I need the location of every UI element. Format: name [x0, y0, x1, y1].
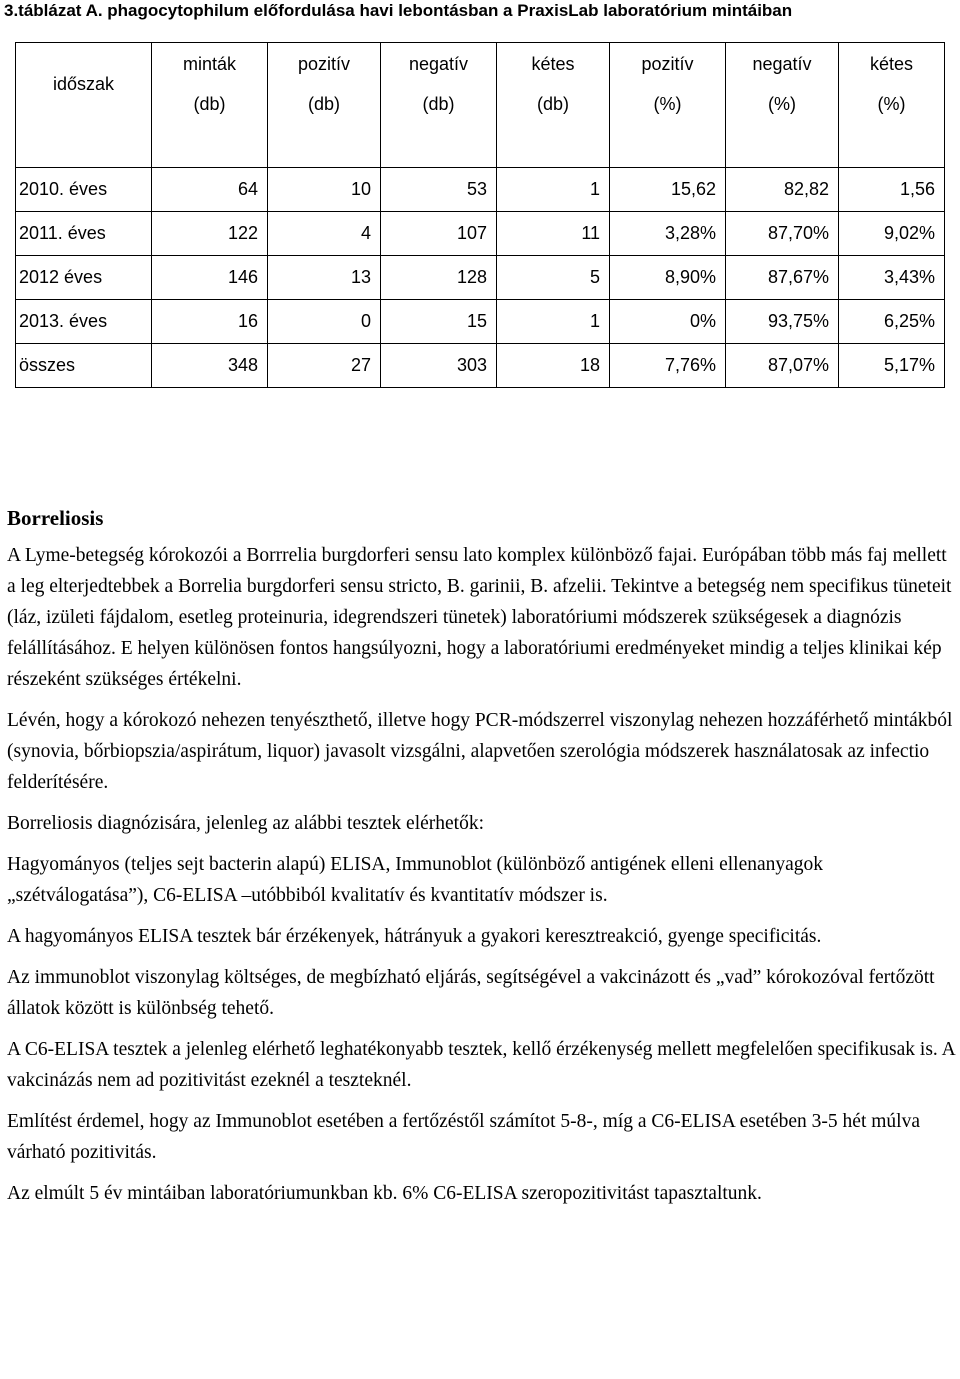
- table-cell: 87,67%: [726, 256, 839, 300]
- header-cell: pozitív (%): [610, 43, 726, 168]
- table-cell: 3,43%: [839, 256, 945, 300]
- table-cell: 348: [152, 344, 268, 388]
- table-cell: 4: [268, 212, 381, 256]
- table-cell: 9,02%: [839, 212, 945, 256]
- table-cell: 1: [497, 168, 610, 212]
- table-cell: 15: [381, 300, 497, 344]
- table-cell: 8,90%: [610, 256, 726, 300]
- table-cell: 64: [152, 168, 268, 212]
- paragraph: Hagyományos (teljes sejt bacterin alapú) ELISA, Immunoblot (különböző antigének elleni ellenanyagok „szétválogatása”), C6-ELISA –utóbbiból kvalitatív és kvantitatív módszer is.: [7, 854, 824, 906]
- row-label: 2012 éves: [16, 256, 152, 300]
- table-cell: 7,76%: [610, 344, 726, 388]
- table-row: [16, 212, 945, 256]
- paragraph: Az immunoblot viszonylag költséges, de megbízható eljárás, segítségével a vakcinázott és „vad” kórokozóval fertőzött állatok között is különbség tehető.: [7, 967, 935, 1019]
- table-cell: 82,82: [726, 168, 839, 212]
- table-cell: 53: [381, 168, 497, 212]
- row-label: 2010. éves: [16, 168, 152, 212]
- table-row-total: [16, 344, 945, 388]
- row-label: összes: [16, 344, 152, 388]
- row-label: 2011. éves: [16, 212, 152, 256]
- body-text: [7, 502, 957, 1219]
- table-cell: 13: [268, 256, 381, 300]
- paragraph: Említést érdemel, hogy az Immunoblot esetében a fertőzéstől számítot 5-8-, míg a C6-ELISA esetében 3-5 hét múlva várható pozitivitás.: [7, 1111, 920, 1163]
- paragraph: Lévén, hogy a kórokozó nehezen tenyészthető, illetve hogy PCR-módszerrel viszonylag nehezen hozzáférhető mintákból (synovia, bőrbiopszia/aspirátum, liquor) javasolt vizsgálni, alapvetően szerológia módszerek használatosak az infectio felderítésére.: [7, 710, 953, 793]
- table-cell: 146: [152, 256, 268, 300]
- header-cell: kétes (%): [839, 43, 945, 168]
- paragraph: Borreliosis diagnózisára, jelenleg az alábbi tesztek elérhetők:: [7, 813, 485, 834]
- row-label: 2013. éves: [16, 300, 152, 344]
- header-cell: minták (db): [152, 43, 268, 168]
- table-cell: 5: [497, 256, 610, 300]
- table-cell: 16: [152, 300, 268, 344]
- paragraph: A C6-ELISA tesztek a jelenleg elérhető leghatékonyabb tesztek, kellő érzékenység mellett megfelelően specifikusak is. A vakcinázás nem ad pozitivitást ezeknél a teszteknél.: [7, 1039, 955, 1091]
- table-cell: 0%: [610, 300, 726, 344]
- table-cell: 5,17%: [839, 344, 945, 388]
- table-cell: 122: [152, 212, 268, 256]
- table-cell: 93,75%: [726, 300, 839, 344]
- paragraph: Az elmúlt 5 év mintáiban laboratóriumunkban kb. 6% C6-ELISA szeropozitivitást tapasztaltunk.: [7, 1183, 762, 1204]
- header-cell: időszak: [16, 43, 152, 168]
- table-cell: 128: [381, 256, 497, 300]
- paragraph: A Lyme-betegség kórokozói a Borrrelia burgdorferi sensu lato komplex különböző fajai. Európában több más faj mellett a leg elterjedtebbek a Borrelia burgdorferi sensu stricto, B. garinii, B. afzelii. Tekintve a betegség nem specifikus tüneteit (láz, izületi fájdalom, esetleg proteinuria, idegrendszeri tünetek) laboratóriumi módszerek szükségesek a diagnózis felállításához. E helyen különösen fontos hangsúlyozni, hogy a laboratóriumi eredményeket mindig a teljes klinikai kép részeként szükséges értékelni.: [7, 545, 952, 690]
- table-cell: 18: [497, 344, 610, 388]
- table-row: [16, 168, 945, 212]
- table-header-row: [16, 43, 945, 168]
- table-cell: 27: [268, 344, 381, 388]
- table-cell: 10: [268, 168, 381, 212]
- header-cell: pozitív (db): [268, 43, 381, 168]
- data-table: [15, 42, 945, 388]
- paragraph: A hagyományos ELISA tesztek bár érzékenyek, hátrányuk a gyakori keresztreakció, gyenge specificitás.: [7, 926, 822, 947]
- table-row: [16, 256, 945, 300]
- header-cell: negatív (db): [381, 43, 497, 168]
- table-cell: 107: [381, 212, 497, 256]
- table-cell: 11: [497, 212, 610, 256]
- table-cell: 1: [497, 300, 610, 344]
- table-cell: 87,70%: [726, 212, 839, 256]
- table-cell: 15,62: [610, 168, 726, 212]
- table-cell: 0: [268, 300, 381, 344]
- header-cell: negatív (%): [726, 43, 839, 168]
- section-heading: Borreliosis: [7, 506, 104, 530]
- table-caption: 3.táblázat A. phagocytophilum előfordulása havi lebontásban a PraxisLab laboratórium mintáiban: [4, 1, 793, 20]
- table-row: [16, 300, 945, 344]
- table-cell: 87,07%: [726, 344, 839, 388]
- table-cell: 1,56: [839, 168, 945, 212]
- table-cell: 3,28%: [610, 212, 726, 256]
- table-cell: 6,25%: [839, 300, 945, 344]
- table-cell: 303: [381, 344, 497, 388]
- header-cell: kétes (db): [497, 43, 610, 168]
